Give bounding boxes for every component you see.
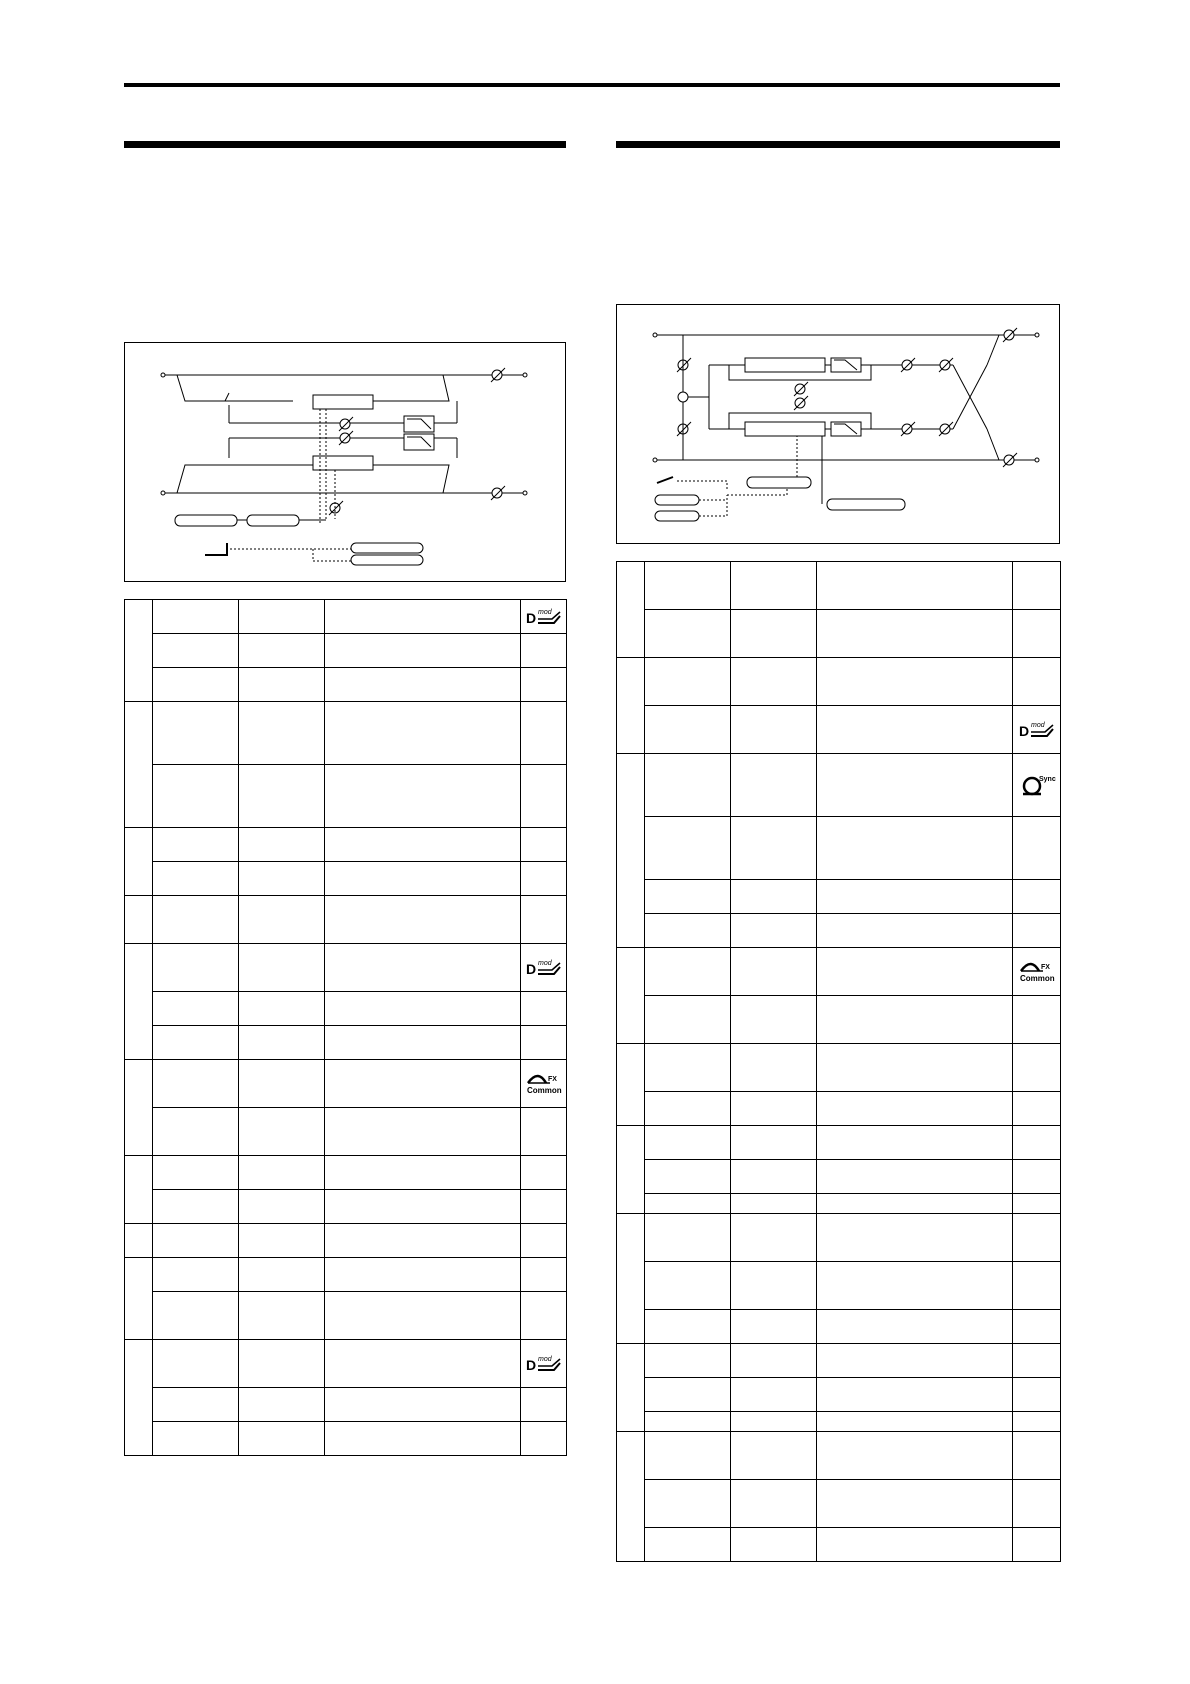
right-table-cell: [731, 1160, 817, 1194]
right-table-cell: [731, 996, 817, 1044]
svg-text:mod: mod: [537, 1355, 552, 1363]
right-table-cell: [645, 1378, 731, 1412]
left-table-row: [125, 668, 567, 702]
left-table-icon-cell: [521, 1422, 567, 1456]
right-table-icon-cell: [1013, 1528, 1061, 1562]
right-table-cell: [817, 1126, 1013, 1160]
left-table-group-cell: [125, 944, 153, 1060]
right-table-cell: [645, 1044, 731, 1092]
left-table-icon-cell: [521, 992, 567, 1026]
parameter-table-left-body: [125, 600, 567, 1456]
right-table-icon-cell: [1013, 1262, 1061, 1310]
left-table-cell: [153, 1108, 239, 1156]
left-table-icon-cell: [521, 634, 567, 668]
right-table-cell: [645, 1480, 731, 1528]
left-table-icon-cell: [521, 1388, 567, 1422]
parameter-table-left: [124, 599, 567, 1456]
right-table-group-cell: [617, 562, 645, 658]
left-table-cell: [325, 1388, 521, 1422]
right-table-cell: [731, 948, 817, 996]
left-table-cell: [325, 1258, 521, 1292]
left-table-cell: [153, 634, 239, 668]
right-table-icon-cell: [1013, 1160, 1061, 1194]
right-table-cell: [817, 706, 1013, 754]
right-table-cell: [645, 1092, 731, 1126]
left-table-cell: [325, 668, 521, 702]
right-table-icon-cell: [1013, 754, 1061, 817]
right-table-cell: [645, 1412, 731, 1432]
right-table-cell: [731, 1432, 817, 1480]
left-table-cell: [239, 702, 325, 765]
left-table-cell: [153, 1422, 239, 1456]
left-table-cell: [239, 634, 325, 668]
right-table-cell: [817, 1480, 1013, 1528]
left-table-cell: [153, 600, 239, 634]
left-table-row: [125, 600, 567, 634]
left-table-cell: [239, 668, 325, 702]
left-table-cell: [239, 600, 325, 634]
right-table-cell: [731, 817, 817, 880]
right-table-row: [617, 880, 1061, 914]
svg-text:D: D: [525, 960, 536, 977]
right-table-cell: [817, 817, 1013, 880]
svg-text:Common: Common: [1019, 973, 1055, 983]
svg-text:mod: mod: [1030, 721, 1045, 729]
right-table-cell: [817, 754, 1013, 817]
right-table-cell: [731, 1126, 817, 1160]
left-table-cell: [325, 1340, 521, 1388]
right-table-row: [617, 754, 1061, 817]
left-table-icon-cell: [521, 702, 567, 765]
left-table-row: [125, 1388, 567, 1422]
left-table-cell: [153, 668, 239, 702]
right-table-row: [617, 1344, 1061, 1378]
left-table-cell: [153, 765, 239, 828]
left-table-cell: [239, 1108, 325, 1156]
left-table-cell: [325, 1026, 521, 1060]
right-table-cell: [817, 562, 1013, 610]
left-table-row: [125, 944, 567, 992]
page-header-rule: [124, 83, 1060, 87]
right-table-cell: [645, 754, 731, 817]
right-table-cell: [731, 914, 817, 948]
right-table-cell: [645, 1214, 731, 1262]
right-table-cell: [645, 880, 731, 914]
right-table-cell: [817, 1310, 1013, 1344]
right-table-cell: [817, 1262, 1013, 1310]
left-table-cell: [325, 992, 521, 1026]
right-table-row: [617, 1412, 1061, 1432]
left-table-cell: [239, 896, 325, 944]
dmod-icon: [524, 606, 564, 628]
left-table-icon-cell: [521, 1292, 567, 1340]
left-table-icon-cell: [521, 1060, 567, 1108]
right-table-cell: [645, 658, 731, 706]
right-table-cell: [817, 1044, 1013, 1092]
left-table-icon-cell: [521, 944, 567, 992]
right-table-cell: [645, 914, 731, 948]
svg-text:FX: FX: [547, 1075, 557, 1083]
right-table-icon-cell: [1013, 1214, 1061, 1262]
right-table-cell: [645, 1262, 731, 1310]
dmod-icon: [524, 1353, 564, 1375]
left-table-row: [125, 896, 567, 944]
right-table-cell: [817, 914, 1013, 948]
right-table-cell: [731, 1412, 817, 1432]
left-table-row: [125, 1292, 567, 1340]
left-table-row: [125, 765, 567, 828]
right-table-row: [617, 1528, 1061, 1562]
left-table-cell: [325, 634, 521, 668]
right-table-cell: [645, 817, 731, 880]
left-table-icon-cell: [521, 1026, 567, 1060]
left-table-group-cell: [125, 828, 153, 896]
left-table-row: [125, 1340, 567, 1388]
right-section-heading-rule: [616, 141, 1060, 148]
right-table-row: [617, 562, 1061, 610]
left-table-cell: [239, 992, 325, 1026]
dmod-icon: [524, 957, 564, 979]
left-table-icon-cell: [521, 1224, 567, 1258]
right-table-row: [617, 1214, 1061, 1262]
right-table-cell: [645, 1160, 731, 1194]
fx-common-icon: [1017, 959, 1057, 985]
right-table-cell: [731, 754, 817, 817]
left-table-row: [125, 1422, 567, 1456]
right-table-group-cell: [617, 658, 645, 754]
left-table-icon-cell: [521, 1190, 567, 1224]
left-table-cell: [325, 1156, 521, 1190]
left-table-cell: [153, 702, 239, 765]
right-table-cell: [731, 1092, 817, 1126]
right-table-row: [617, 1160, 1061, 1194]
left-table-cell: [325, 600, 521, 634]
left-table-cell: [153, 944, 239, 992]
right-table-row: [617, 914, 1061, 948]
left-table-row: [125, 1258, 567, 1292]
svg-text:D: D: [525, 1356, 536, 1373]
right-table-cell: [731, 1262, 817, 1310]
right-table-cell: [645, 948, 731, 996]
left-table-cell: [325, 765, 521, 828]
right-table-cell: [817, 1092, 1013, 1126]
tempo-sync-icon: [1017, 772, 1057, 798]
right-table-icon-cell: [1013, 948, 1061, 996]
right-table-row: [617, 948, 1061, 996]
left-table-row: [125, 1060, 567, 1108]
left-table-icon-cell: [521, 600, 567, 634]
left-table-cell: [325, 862, 521, 896]
left-section-heading-rule: [124, 141, 566, 148]
right-table-cell: [731, 1310, 817, 1344]
right-table-row: [617, 610, 1061, 658]
right-table-cell: [817, 996, 1013, 1044]
right-table-cell: [645, 706, 731, 754]
left-table-cell: [153, 1026, 239, 1060]
left-table-cell: [239, 1190, 325, 1224]
right-table-group-cell: [617, 948, 645, 1044]
right-table-row: [617, 996, 1061, 1044]
left-table-cell: [325, 1224, 521, 1258]
right-table-cell: [645, 1126, 731, 1160]
right-table-icon-cell: [1013, 1126, 1061, 1160]
svg-text:Common: Common: [526, 1085, 562, 1095]
right-table-cell: [645, 1310, 731, 1344]
left-table-group-cell: [125, 702, 153, 828]
right-table-cell: [731, 562, 817, 610]
left-table-cell: [239, 1292, 325, 1340]
right-table-row: [617, 1432, 1061, 1480]
right-table-cell: [645, 996, 731, 1044]
right-table-row: [617, 1092, 1061, 1126]
left-table-cell: [153, 896, 239, 944]
right-table-cell: [731, 1194, 817, 1214]
right-table-cell: [817, 1528, 1013, 1562]
right-table-icon-cell: [1013, 1480, 1061, 1528]
left-table-cell: [325, 828, 521, 862]
left-table-icon-cell: [521, 828, 567, 862]
left-table-cell: [239, 944, 325, 992]
svg-text:mod: mod: [537, 959, 552, 967]
left-table-cell: [239, 1422, 325, 1456]
right-table-cell: [817, 1378, 1013, 1412]
left-table-icon-cell: [521, 1156, 567, 1190]
right-table-group-cell: [617, 1126, 645, 1214]
fx-common-icon: [524, 1071, 564, 1097]
right-table-icon-cell: [1013, 1378, 1061, 1412]
left-table-icon-cell: [521, 1258, 567, 1292]
right-table-row: [617, 1378, 1061, 1412]
left-table-cell: [239, 1156, 325, 1190]
left-table-cell: [153, 992, 239, 1026]
right-table-cell: [731, 1528, 817, 1562]
right-table-icon-cell: [1013, 880, 1061, 914]
right-table-icon-cell: [1013, 1432, 1061, 1480]
left-table-group-cell: [125, 896, 153, 944]
right-table-group-cell: [617, 1214, 645, 1344]
right-table-row: [617, 1044, 1061, 1092]
right-table-cell: [731, 1480, 817, 1528]
dmod-icon: [1017, 719, 1057, 741]
left-table-cell: [239, 862, 325, 896]
left-table-group-cell: [125, 1224, 153, 1258]
svg-text:FX: FX: [1040, 963, 1050, 971]
left-table-cell: [153, 1156, 239, 1190]
left-table-group-cell: [125, 1258, 153, 1340]
right-table-row: [617, 817, 1061, 880]
right-table-group-cell: [617, 1344, 645, 1432]
right-table-icon-cell: [1013, 1194, 1061, 1214]
left-table-cell: [325, 1108, 521, 1156]
right-table-cell: [817, 1214, 1013, 1262]
left-table-icon-cell: [521, 896, 567, 944]
right-table-cell: [731, 1378, 817, 1412]
left-table-row: [125, 828, 567, 862]
left-table-cell: [325, 944, 521, 992]
right-table-cell: [817, 1344, 1013, 1378]
left-table-cell: [239, 1026, 325, 1060]
parameter-table-right: [616, 561, 1061, 1562]
parameter-table-right-body: [617, 562, 1061, 1562]
left-table-cell: [153, 1292, 239, 1340]
right-table-cell: [645, 1344, 731, 1378]
right-table-cell: [645, 610, 731, 658]
right-table-group-cell: [617, 1432, 645, 1562]
right-table-group-cell: [617, 754, 645, 948]
left-table-row: [125, 1156, 567, 1190]
right-table-icon-cell: [1013, 610, 1061, 658]
left-table-cell: [239, 1388, 325, 1422]
left-table-cell: [239, 765, 325, 828]
right-table-cell: [817, 880, 1013, 914]
left-table-cell: [153, 1258, 239, 1292]
right-table-cell: [731, 880, 817, 914]
svg-text:D: D: [525, 609, 536, 626]
left-table-icon-cell: [521, 765, 567, 828]
left-table-cell: [325, 896, 521, 944]
left-table-cell: [153, 828, 239, 862]
left-table-cell: [325, 1190, 521, 1224]
left-table-cell: [153, 862, 239, 896]
left-table-group-cell: [125, 1156, 153, 1224]
right-table-row: [617, 1194, 1061, 1214]
svg-text:mod: mod: [537, 608, 552, 616]
left-table-cell: [325, 1060, 521, 1108]
right-table-cell: [645, 1194, 731, 1214]
left-table-cell: [153, 1190, 239, 1224]
left-table-group-cell: [125, 600, 153, 702]
left-table-icon-cell: [521, 862, 567, 896]
right-table-cell: [645, 1432, 731, 1480]
left-table-group-cell: [125, 1060, 153, 1156]
left-table-cell: [153, 1224, 239, 1258]
left-table-group-cell: [125, 1340, 153, 1456]
left-table-row: [125, 1108, 567, 1156]
left-table-cell: [325, 702, 521, 765]
left-table-row: [125, 1190, 567, 1224]
left-table-cell: [239, 1340, 325, 1388]
left-table-icon-cell: [521, 668, 567, 702]
right-table-cell: [731, 610, 817, 658]
right-table-row: [617, 1480, 1061, 1528]
right-table-row: [617, 706, 1061, 754]
effect-block-diagram-left: [124, 342, 566, 582]
right-table-icon-cell: [1013, 658, 1061, 706]
svg-text:Sync: Sync: [1038, 776, 1056, 783]
left-table-row: [125, 1224, 567, 1258]
left-table-cell: [239, 1258, 325, 1292]
right-table-icon-cell: [1013, 1412, 1061, 1432]
left-table-cell: [239, 828, 325, 862]
right-table-cell: [817, 1160, 1013, 1194]
right-table-cell: [817, 1412, 1013, 1432]
right-table-icon-cell: [1013, 1044, 1061, 1092]
left-table-cell: [153, 1060, 239, 1108]
right-table-row: [617, 658, 1061, 706]
left-table-cell: [239, 1060, 325, 1108]
right-table-row: [617, 1126, 1061, 1160]
right-table-icon-cell: [1013, 1310, 1061, 1344]
svg-text:D: D: [1018, 722, 1029, 739]
left-table-row: [125, 634, 567, 668]
right-table-icon-cell: [1013, 706, 1061, 754]
left-table-cell: [325, 1422, 521, 1456]
left-table-icon-cell: [521, 1340, 567, 1388]
right-table-cell: [731, 658, 817, 706]
right-table-icon-cell: [1013, 914, 1061, 948]
effect-block-diagram-right: [616, 304, 1060, 544]
right-table-group-cell: [617, 1044, 645, 1126]
left-table-row: [125, 1026, 567, 1060]
left-table-cell: [325, 1292, 521, 1340]
right-table-row: [617, 1262, 1061, 1310]
left-table-row: [125, 702, 567, 765]
right-table-icon-cell: [1013, 996, 1061, 1044]
right-table-icon-cell: [1013, 1344, 1061, 1378]
right-table-row: [617, 1310, 1061, 1344]
left-table-cell: [153, 1388, 239, 1422]
right-table-cell: [817, 610, 1013, 658]
right-table-cell: [731, 1214, 817, 1262]
left-table-cell: [153, 1340, 239, 1388]
right-table-icon-cell: [1013, 1092, 1061, 1126]
right-table-cell: [817, 658, 1013, 706]
left-table-row: [125, 862, 567, 896]
left-table-row: [125, 992, 567, 1026]
right-table-cell: [731, 1044, 817, 1092]
right-table-cell: [817, 1432, 1013, 1480]
right-table-cell: [817, 948, 1013, 996]
right-table-cell: [731, 706, 817, 754]
left-table-icon-cell: [521, 1108, 567, 1156]
right-table-icon-cell: [1013, 562, 1061, 610]
right-table-icon-cell: [1013, 817, 1061, 880]
right-table-cell: [645, 1528, 731, 1562]
left-table-cell: [239, 1224, 325, 1258]
right-table-cell: [817, 1194, 1013, 1214]
right-table-cell: [645, 562, 731, 610]
right-table-cell: [731, 1344, 817, 1378]
